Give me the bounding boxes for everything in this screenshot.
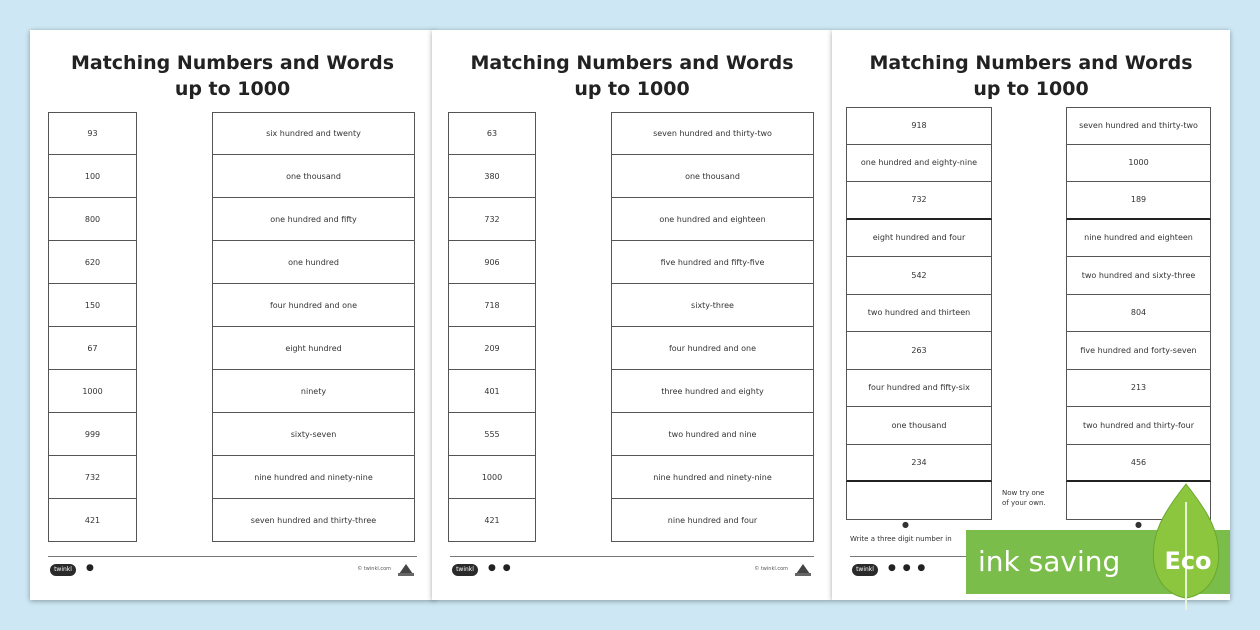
ink-saving-label: ink saving [978, 545, 1121, 578]
match-cell: two hundred and thirty-four [1066, 407, 1211, 445]
number-cell: 401 [448, 370, 536, 413]
match-cell: four hundred and fifty-six [846, 370, 992, 408]
brand-logo: twinkl [452, 564, 478, 576]
word-cell: four hundred and one [611, 327, 814, 370]
match-cell: 1000 [1066, 145, 1211, 183]
match-cell: 918 [846, 107, 992, 145]
number-cell: 67 [48, 327, 137, 370]
word-cell: one hundred and eighteen [611, 198, 814, 241]
try-your-own-note: Now try one of your own. [1002, 489, 1046, 507]
word-cell: seven hundred and thirty-two [611, 112, 814, 155]
match-cell: 263 [846, 332, 992, 370]
word-cell: one thousand [212, 155, 415, 198]
word-cell: ninety [212, 370, 415, 413]
number-cell: 421 [48, 499, 137, 542]
number-cell: 93 [48, 112, 137, 155]
match-cell: one hundred and eighty-nine [846, 145, 992, 183]
match-cell: five hundred and forty-seven [1066, 332, 1211, 370]
number-cell: 380 [448, 155, 536, 198]
word-cell: seven hundred and thirty-three [212, 499, 415, 542]
numbers-column [48, 112, 137, 542]
number-cell: 732 [448, 198, 536, 241]
match-cell: 542 [846, 257, 992, 295]
word-cell: two hundred and nine [611, 413, 814, 456]
match-cell: 213 [1066, 370, 1211, 408]
page-footer [450, 556, 814, 581]
match-cell: two hundred and sixty-three [1066, 257, 1211, 295]
word-cell: sixty-three [611, 284, 814, 327]
mixed-right-column [1066, 107, 1211, 520]
word-cell: nine hundred and ninety-nine [611, 456, 814, 499]
number-cell: 1000 [448, 456, 536, 499]
worksheet-page-1 [30, 30, 435, 600]
number-cell: 209 [448, 327, 536, 370]
brand-logo: twinkl [852, 564, 878, 576]
page-footer [48, 556, 417, 581]
match-cell: eight hundred and four [846, 220, 992, 258]
number-cell: 100 [48, 155, 137, 198]
word-cell: eight hundred [212, 327, 415, 370]
mixed-left-column [846, 107, 992, 520]
numbers-column [448, 112, 536, 542]
number-cell: 555 [448, 413, 536, 456]
eco-badge-label: Eco [1164, 547, 1212, 575]
instruction-text: Write a three digit number in [850, 535, 952, 543]
number-cell: 999 [48, 413, 137, 456]
page-title: Matching Numbers and Words up to 1000 [470, 52, 794, 100]
page-title: Matching Numbers and Words up to 1000 [869, 52, 1193, 100]
number-cell: 800 [48, 198, 137, 241]
word-cell: four hundred and one [212, 284, 415, 327]
page-title: Matching Numbers and Words up to 1000 [70, 52, 395, 100]
word-cell: nine hundred and ninety-nine [212, 456, 415, 499]
brand-logo: twinkl [50, 564, 76, 576]
word-cell: sixty-seven [212, 413, 415, 456]
word-cell: one thousand [611, 155, 814, 198]
words-column [611, 112, 814, 542]
match-cell: nine hundred and eighteen [1066, 220, 1211, 258]
match-cell: two hundred and thirteen [846, 295, 992, 333]
number-cell: 421 [448, 499, 536, 542]
word-cell: five hundred and fifty-five [611, 241, 814, 284]
word-cell: one hundred [212, 241, 415, 284]
words-column [212, 112, 415, 542]
difficulty-dots: ● [86, 563, 96, 573]
crest-icon [397, 562, 415, 576]
match-cell: one thousand [846, 407, 992, 445]
word-cell: one hundred and fifty [212, 198, 415, 241]
copyright-text: © twinkl.com [754, 566, 788, 572]
number-cell: 718 [448, 284, 536, 327]
number-cell: 906 [448, 241, 536, 284]
match-cell: seven hundred and thirty-two [1066, 107, 1211, 145]
copyright-text: © twinkl.com [357, 566, 391, 572]
number-cell: 1000 [48, 370, 137, 413]
difficulty-dots: ● ● [488, 563, 513, 573]
worksheet-page-2 [432, 30, 832, 600]
bullet-marker: ● [902, 520, 909, 529]
match-cell: 456 [1066, 445, 1211, 483]
bullet-marker: ● [1135, 520, 1142, 529]
crest-icon [794, 562, 812, 576]
word-cell: six hundred and twenty [212, 112, 415, 155]
number-cell: 732 [48, 456, 137, 499]
number-cell: 620 [48, 241, 137, 284]
blank-cell[interactable] [846, 482, 992, 520]
match-cell: 804 [1066, 295, 1211, 333]
difficulty-dots: ● ● ● [888, 563, 928, 573]
number-cell: 150 [48, 284, 137, 327]
match-cell: 732 [846, 182, 992, 220]
number-cell: 63 [448, 112, 536, 155]
word-cell: three hundred and eighty [611, 370, 814, 413]
word-cell: nine hundred and four [611, 499, 814, 542]
match-cell: 189 [1066, 182, 1211, 220]
match-cell: 234 [846, 445, 992, 483]
